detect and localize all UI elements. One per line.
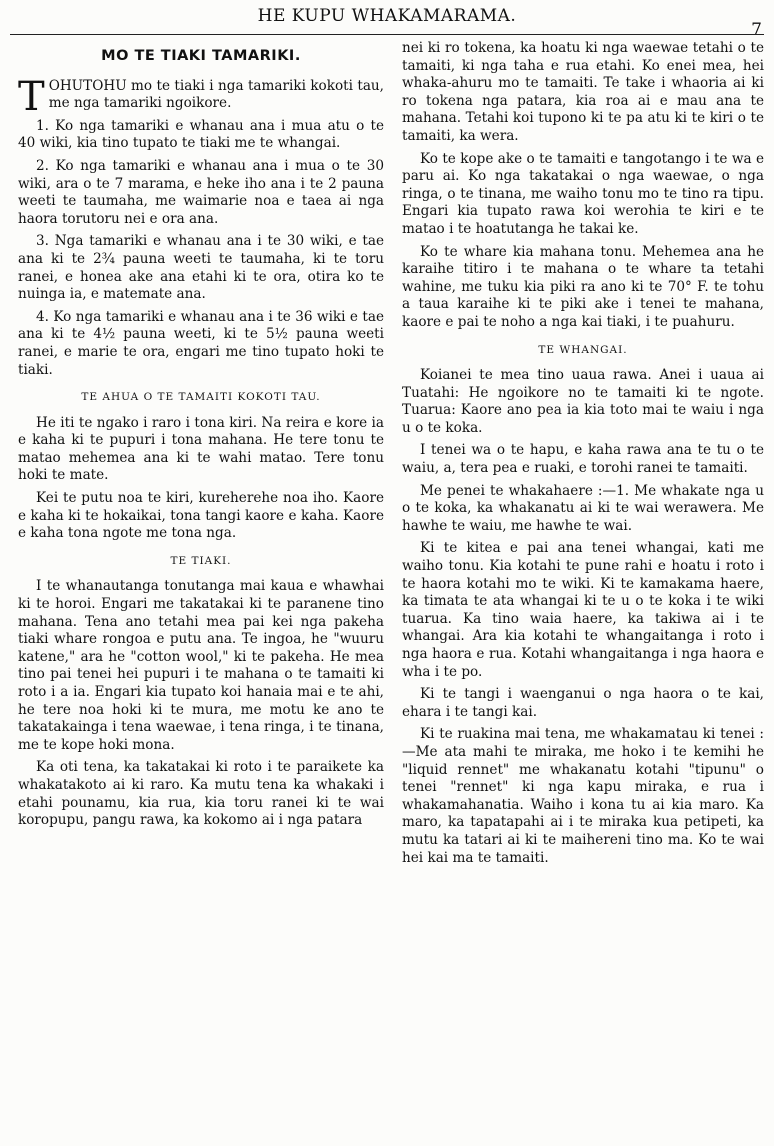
intro-text: OHUTOHU mo te tiaki i nga tamariki kokoti tau, me nga tamariki ngoikore. bbox=[48, 77, 384, 112]
page-number: 7 bbox=[751, 20, 762, 40]
paragraph: 4. Ko nga tamariki e whanau ana i te 36 wiki e tae ana ki te 4½ pauna weeti, ki te 5½ pauna weeti ranei, e marie te ora, engari me tino tupato hoki te tiaki. bbox=[18, 308, 384, 378]
paragraph: 1. Ko nga tamariki e whanau ana i mua atu o te 40 wiki, kia tino tupato te tiaki me te whangai. bbox=[18, 117, 384, 152]
left-column bbox=[18, 48, 384, 835]
paragraph: 3. Nga tamariki e whanau ana i te 30 wiki, e tae ana ki te 2¾ pauna weeti te taumaha, ki te toru ranei, e honea ake ana etahi ki te ora, otira ko te nuinga ia, e matemate ana. bbox=[18, 233, 384, 303]
page-header bbox=[10, 6, 764, 40]
paragraph: Ko te whare kia mahana tonu. Mehemea ana he karaihe titiro i te mahana o te whare ta tetahi wahine, me tuku kia piki ra ano ki te 70° F. te tohu a taua karaihe ki te piki ake i tenei te mahana, kaore e pai te noho a nga kai tiaki, i te puahuru. bbox=[402, 243, 764, 330]
subheading: TE AHUA O TE TAMAITI KOKOTI TAU. bbox=[81, 391, 321, 404]
paragraph: Me penei te whakahaere :—1. Me whakate nga u o te koka, ka whakanatu ai ki te wai werawera. Me hawhe te waiu, me hawhe te wai. bbox=[402, 482, 764, 534]
paragraph: Ka oti tena, ka takatakai ki roto i te paraikete ka whakatakoto ai ki raro. Ka mutu tena ka whakaki i etahi pounamu, kia rua, kia toru ranei ki te wai koropupu, pangu rawa, ka kokomo ai i nga patara bbox=[18, 759, 384, 829]
paragraph: Kei te putu noa te kiri, kureherehe noa iho. Kaore e kaha ki te hokaikai, tona tangi kaore e kaha. Kaore e kaha tona ngote me tona nga. bbox=[18, 490, 384, 542]
paragraph: Koianei te mea tino uaua rawa. Anei i uaua ai Tuatahi: He ngoikore no te tamaiti ki te ngote. Tuarua: Kaore ano pea ia kia toto mai te waiu i nga u o te koka. bbox=[402, 367, 764, 436]
subheading: TE WHANGAI. bbox=[538, 343, 628, 356]
paragraph: Ki te tangi i waenganui o nga haora o te kai, ehara i te tangi kai. bbox=[402, 686, 764, 720]
right-column bbox=[402, 40, 764, 872]
header-rule bbox=[10, 34, 764, 35]
subheading: TE TIAKI. bbox=[170, 554, 232, 567]
paragraph: Ko te kope ake o te tamaiti e tangotango i te wa e paru ai. Ko nga takatakai o nga waewae, o nga ringa, o te tinana, me waiho tonu mo te tino ra tipu. Engari kia tupato rawa koi werohia te kiri e te matao i te hoatutanga he takai ke. bbox=[402, 150, 764, 237]
paragraph: 2. Ko nga tamariki e whanau ana i mua o te 30 wiki, ara o te 7 marama, e heke iho ana i te 2 pauna weeti te taumaha, me waimarie noa e taea ai nga haora torutoru nei e ora ana. bbox=[18, 157, 384, 227]
section-heading: MO TE TIAKI TAMARIKI. bbox=[101, 48, 301, 64]
drop-cap: T bbox=[18, 73, 45, 120]
running-title: HE KUPU WHAKAMARAMA. bbox=[257, 6, 517, 26]
paragraph: I te whanautanga tonutanga mai kaua e whawhai ki te horoi. Engari me takatakai ki te paranene tino mahana. Tena ano tetahi mea pai kei nga pakeha tiaki whare rongoa e putu ana. Te ingoa, he "wuuru katene," ara he "cotton wool," ki te pakeha. He mea tino pai tenei hei pupuri i te mahana o te tamaiti ki roto i a ia. Engari kia tupato koi hanaia mai e te ahi, he tere noa hoki ki te mura, me motu ke ano te takatakainga i tena waewae, i tena ringa, i te tinana, me te kope hoki mona. bbox=[18, 578, 384, 753]
intro-paragraph bbox=[18, 73, 384, 120]
paragraph: He iti te ngako i raro i tona kiri. Na reira e kore ia e kaha ki te pupuri i tona mahana. He tere tonu te matao mehemea ana ki te wahi matao. Tere tonu hoki te mate. bbox=[18, 414, 384, 484]
paragraph: Ki te kitea e pai ana tenei whangai, kati me waiho tonu. Kia kotahi te pune rahi e hoatu i roto i te haora kotahi mo te wiki. Ki te kamakama haere, ka timata te ata whangai ki te u o te koka i te wiki tuarua. Ka tino waia haere, ka takiwa ai i te whangai. Ara kia kotahi te whangaitanga i roto i nga haora e rua. Kotahi whangaitanga i nga haora e wha i te po. bbox=[402, 540, 764, 680]
paragraph: nei ki ro tokena, ka hoatu ki nga waewae tetahi o te tamaiti, ki nga taha e rua etahi. Ko enei mea, hei whaka-ahuru mo te tamaiti. Te take i whaoria ai ki ro tokena nga patara, kia roa ai e mau ana te mahana. Tetahi koi tupono ki te pa atu ki te kiri o te tamaiti, ka wera. bbox=[402, 40, 764, 144]
paragraph: Ki te ruakina mai tena, me whakamatau ki tenei :—Me ata mahi te miraka, me hoko i te kemihi he "liquid rennet" me whakanatu kotahi "tipunu" o tenei "rennet" ki nga kapu miraka, e rua i whakamahanatia. Waiho i kona tu ai kia maro. Ka maro, ka tapatapahi ai i te miraka kua petipeti, ka mutu ka tatari ai ki te maihereni tino ma. Ko te wai hei kai ma te tamaiti. bbox=[402, 726, 764, 866]
paragraph: I tenei wa o te hapu, e kaha rawa ana te tu o te waiu, a, tera pea e ruaki, e torohi ranei te tamaiti. bbox=[402, 442, 764, 477]
